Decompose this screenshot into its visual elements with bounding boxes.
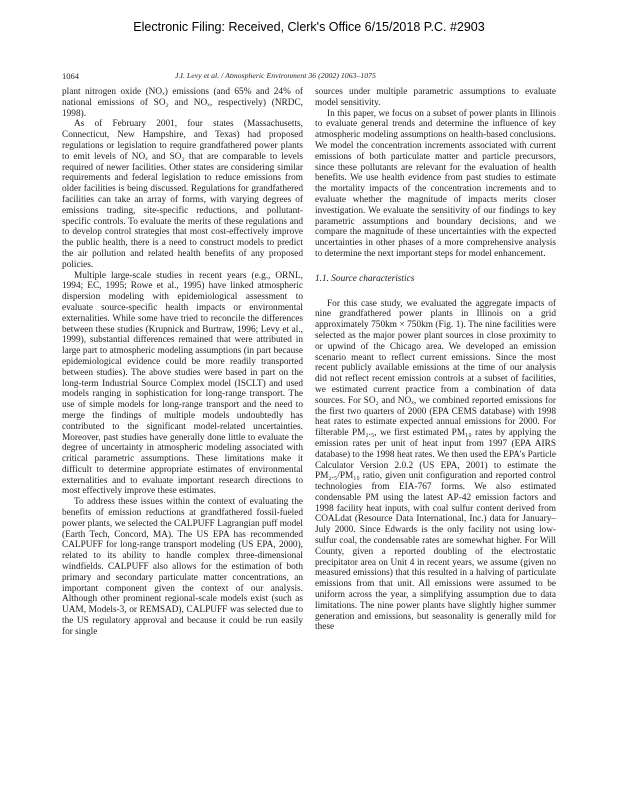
section-heading: 1.1. Source characteristics [315,273,415,284]
left-column [62,87,303,638]
paragraph: Multiple large-scale studies in recent years (e.g., ORNL, 1994; EC, 1995; Rowe et al., 1995) have linked atmospheric dispersion modeling with epidemiological assessment to evaluate source-specific health impacts or environmental externalities. While some have tried to reconcile the differences between these studies (Krupnick and Burtraw, 1996; Levy et al., 1999), substantial differences remained that were attributed in large part to atmospheric modeling assumptions (in part because epidemiological evidence could be more readily transported between studies). The above studies were based in part on the long-term Industrial Source Complex model (ISCLT) and used models ranging in sophistication for long-range transport. The use of simple models for long-range transport and the need to merge the findings of multiple models undoubtedly has contributed to the significant model-related uncertainties. Moreover, past studies have generally done little to evaluate the degree of uncertainty in atmospheric modeling associated with critical parametric assumptions. These limitations make it difficult to determine appropriate estimates of environmental externalities and to evaluate important research directions to most effectively improve these estimates. [62,270,303,497]
paragraph: plant nitrogen oxide (NOₓ) emissions (and 65% and 24% of national emissions of SO₂ and NOₓ, respectively) (NRDC, 1998). [62,87,303,119]
paragraph: For this case study, we evaluated the aggregate impacts of nine grandfathered power plants in Illinois on a grid approximately 750km × 750km (Fig. 1). The nine facilities were selected as the major power plant sources in close proximity to or upwind of the Chicago area. We developed an emission scenario meant to reflect current emissions. Since the most recent publicly available emissions at the time of our analysis did not reflect recent emission controls at a subset of facilities, we estimated current practice from a combination of data sources. For SO₂ and NOₓ, we combined reported emissions for the first two quarters of 2000 (EPA CEMS database) with 1998 heat rates to estimate expected annual emissions for 2000. For filterable PM₂.₅, we first estimated PM₁₀ rates by applying the emission rates per unit of heat input from 1997 (EPA AIRS database) to the 1998 heat rates. We then used the EPA's Particle Calculator Version 2.0.2 (US EPA, 2001) to estimate the PM₂.₅/PM₁₀ ratio, given unit configuration and reported control technologies from EIA-767 forms. We also estimated condensable PM using the latest AP-42 emission factors and 1998 facility heat inputs, with coal sulfur content derived from COALdat (Resource Data International, Inc.) data for January–July 2000. Since Edwards is the only facility not using low-sulfur coal, the condensable rates are somewhat higher. For Will County, given a reported doubling of the electrostatic precipitator area on Unit 4 in recent years, we assume (given no measured emissions) that this resulted in a halving of particulate emissions from that unit. All emissions were assumed to be uniform across the year, a simplifying assumption due to data limitations. The nine power plants have slightly higher summer generation and emissions, but seasonality is generally mild for these [315,298,556,633]
right-column [315,87,556,633]
paragraph: sources under multiple parametric assumptions to evaluate model sensitivity. [315,87,556,108]
paragraph: In this paper, we focus on a subset of power plants in Illinois to evaluate general trends and determine the influence of key atmospheric modeling assumptions on health-based conclusions. We model the concentration increments associated with current emissions of both particulate matter and particle precursors, since these pollutants are relevant for the evaluation of health benefits. We use health evidence from past studies to estimate the mortality impacts of the concentration increments and to evaluate whether the magnitude of impacts merits closer investigation. We evaluate the sensitivity of our findings to key parametric assumptions and boundary decisions, and we compare the magnitude of these uncertainties with the expected uncertainties in other phases of a more comprehensive analysis to determine the next important steps for model enhancement. [315,108,556,259]
page-number: 1064 [62,71,79,81]
running-head: J.I. Levy et al. / Atmospheric Environment 36 (2002) 1063–1075 [175,71,376,80]
paragraph: As of February 2001, four states (Massachusetts, Connecticut, New Hampshire, and Texas) had proposed regulations or legislation to require grandfathered power plants to emit levels of NOₓ and SO₂ that are comparable to levels required of newer facilities. Other states are considering similar requirements and federal legislation to reduce emissions from older facilities is being discussed. Regulations for grandfathered facilities can take an array of forms, with varying degrees of emissions trading, site-specific reductions, and pollutant-specific controls. To evaluate the merits of these regulations and to develop control strategies that most cost-effectively improve the public health, there is a need to construct models to predict the air pollution and related health benefits of any proposed policies. [62,119,303,270]
electronic-filing-banner: Electronic Filing: Received, Clerk's Office 6/15/2018 P.C. #2903 [133,20,485,34]
paragraph: To address these issues within the context of evaluating the benefits of emission reductions at grandfathered fossil-fueled power plants, we selected the CALPUFF Lagrangian puff model (Earth Tech, Concord, MA). The US EPA has recommended CALPUFF for long-range transport modeling (US EPA, 2000), related to its ability to handle complex three-dimensional windfields. CALPUFF also allows for the estimation of both primary and secondary particulate matter concentrations, an important component given the context of our analysis. Although other prominent regional-scale models exist (such as UAM, Models-3, or REMSAD), CALPUFF was selected due to the US regulatory approval and because it could be run easily for single [62,497,303,637]
